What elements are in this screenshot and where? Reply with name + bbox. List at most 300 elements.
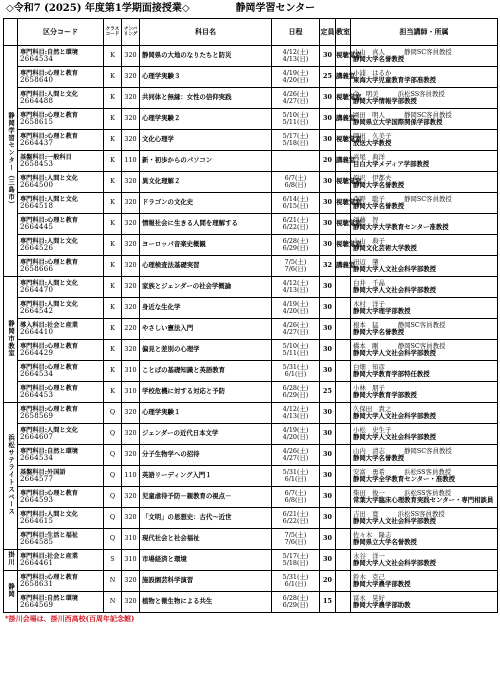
course-number: 2664429 — [20, 349, 54, 357]
capacity — [320, 109, 336, 130]
class-code-value: Q — [109, 513, 116, 522]
date-day2: 4/27(日) — [282, 97, 309, 105]
date-day2: 6/1(日) — [284, 475, 307, 483]
course-code — [18, 340, 104, 361]
instructor — [351, 550, 498, 571]
date-day1: 5/17(土) — [282, 131, 309, 140]
instructor-name: 白井 千晶 — [353, 278, 385, 287]
class-code — [104, 193, 122, 214]
room — [336, 571, 351, 592]
instructor — [351, 424, 498, 445]
subject-name — [140, 424, 272, 445]
capacity-value: 30 — [323, 513, 332, 522]
numbering-code — [122, 361, 140, 382]
instructor-name: 水谷 洋一 — [353, 551, 385, 560]
capacity-value: 30 — [323, 450, 332, 459]
date-day1: 4/12(土) — [282, 278, 309, 287]
instructor — [351, 592, 498, 613]
campus-label — [4, 550, 18, 571]
numbering-code — [122, 403, 140, 424]
course-category: 専門科目:生活と福祉 — [20, 531, 78, 539]
header-row — [4, 19, 498, 46]
schedule-dates — [272, 46, 320, 67]
subject-name — [140, 256, 272, 277]
numbering-value: 110 — [124, 156, 137, 165]
table-row — [4, 571, 498, 592]
date-day1: 6/7(土) — [284, 173, 307, 182]
date-day1: 6/21(土) — [282, 215, 309, 224]
room-value: 視聴覚室 — [336, 177, 362, 186]
subject-name — [140, 529, 272, 550]
footnote: *掛川会場は、掛川西高校(百周年記念館) — [5, 614, 135, 623]
subject-name — [140, 382, 272, 403]
instructor-affiliation: 東海大学児童教育学部准教授 — [353, 76, 437, 84]
numbering-value: 320 — [124, 597, 137, 606]
class-code — [104, 46, 122, 67]
subject-name — [140, 277, 272, 298]
course-category: 基盤科目:一般科目 — [20, 153, 72, 161]
capacity-value: 25 — [323, 72, 332, 81]
subject-name — [140, 550, 272, 571]
table-row — [4, 88, 498, 109]
capacity — [320, 424, 336, 445]
capacity — [320, 256, 336, 277]
capacity-value: 30 — [323, 93, 332, 102]
class-code-value: Q — [109, 471, 116, 480]
class-code-value: K — [110, 177, 115, 186]
room — [336, 508, 351, 529]
class-code — [104, 130, 122, 151]
numbering-code — [122, 88, 140, 109]
course-number: 2664461 — [20, 559, 54, 567]
course-category: 専門科目:人間と文化 — [20, 279, 78, 287]
numbering-value: 320 — [124, 408, 137, 417]
course-category: 導入科目:社会と産業 — [20, 321, 78, 329]
instructor-name: 鈴木 克己 — [353, 572, 385, 581]
col-code: 区分コード — [18, 19, 104, 46]
date-day1: 5/31(土) — [282, 572, 309, 581]
class-code — [104, 319, 122, 340]
subject-text: 新・初歩からのパソコン — [142, 156, 213, 165]
date-day1: 4/12(土) — [282, 47, 309, 56]
subject-name — [140, 46, 272, 67]
date-day2: 4/13(日) — [282, 286, 309, 294]
table-row — [4, 592, 498, 613]
room — [336, 319, 351, 340]
course-category: 専門科目:人間と文化 — [20, 237, 78, 245]
subject-name — [140, 361, 272, 382]
class-code-value: K — [110, 366, 115, 375]
date-day2: 4/20(日) — [282, 76, 309, 84]
instructor-name: 木村 洋子 — [353, 299, 385, 308]
campus-name: 静岡 — [7, 582, 16, 598]
subject-text: やさしい憲法入門 — [142, 324, 194, 333]
room — [336, 88, 362, 109]
schedule-table — [3, 18, 498, 613]
course-category: 専門科目:心理と教育 — [20, 69, 78, 77]
instructor — [351, 382, 498, 403]
instructor — [351, 571, 498, 592]
class-code — [104, 298, 122, 319]
numbering-value: 320 — [124, 198, 137, 207]
room-value: 視聴覚室 — [336, 198, 362, 207]
capacity — [320, 298, 336, 319]
room-value: 視聴覚室 — [336, 51, 362, 60]
table-row — [4, 130, 498, 151]
class-code — [104, 466, 122, 487]
course-code — [18, 592, 104, 613]
class-code — [104, 382, 122, 403]
capacity — [320, 445, 336, 466]
capacity-value: 15 — [323, 597, 332, 606]
instructor — [351, 88, 498, 109]
course-code — [18, 277, 104, 298]
class-code — [104, 550, 122, 571]
numbering-value: 320 — [124, 303, 137, 312]
capacity-value: 20 — [323, 576, 332, 585]
course-number: 2664569 — [20, 601, 54, 609]
instructor — [351, 235, 498, 256]
course-number: 2664542 — [20, 307, 54, 315]
subject-text: 児童虐待予防－親教育の視点－ — [142, 492, 232, 501]
course-number: 2664453 — [20, 391, 54, 399]
numbering-value: 320 — [124, 93, 137, 102]
class-code-value: N — [109, 576, 116, 585]
numbering-code — [122, 46, 140, 67]
class-code — [104, 109, 122, 130]
instructor-name: 富永 晃好 — [353, 593, 385, 602]
room — [336, 256, 356, 277]
subject-text: 心理学実験２ — [142, 114, 181, 123]
schedule-dates — [272, 67, 320, 88]
numbering-code — [122, 382, 140, 403]
instructor-name: 小浦 はるか — [353, 68, 392, 77]
numbering-code — [122, 571, 140, 592]
col-date: 日程 — [272, 19, 320, 46]
campus-label — [4, 403, 18, 550]
class-code-value: K — [110, 324, 115, 333]
col-instructor: 担当講師・所属 — [351, 19, 498, 46]
date-day1: 5/31(土) — [282, 467, 309, 476]
numbering-code — [122, 130, 140, 151]
table-row — [4, 46, 498, 67]
capacity — [320, 529, 336, 550]
numbering-code — [122, 529, 140, 550]
course-code — [18, 298, 104, 319]
schedule-dates — [272, 361, 320, 382]
instructor — [351, 46, 498, 67]
subject-text: 偏見と差別の心理学 — [142, 345, 200, 354]
instructor-name: 須藤 智 — [353, 215, 379, 224]
date-day1: 4/19(土) — [282, 299, 309, 308]
room-value: 講義室 — [336, 156, 356, 165]
instructor — [351, 508, 498, 529]
instructor-affiliation: 静岡大学名誉教授 — [353, 454, 405, 462]
course-number: 2658631 — [20, 580, 54, 588]
capacity — [320, 466, 336, 487]
course-category: 専門科目:心理と教育 — [20, 573, 78, 581]
instructor — [351, 277, 498, 298]
room — [336, 445, 351, 466]
subject-text: 心理検査法基礎実習 — [142, 261, 200, 270]
numbering-value: 320 — [124, 72, 137, 81]
subject-text: 英語リーディング入門１ — [142, 471, 212, 480]
schedule-dates — [272, 340, 320, 361]
course-code — [18, 466, 104, 487]
room-value: 講義室 — [336, 72, 356, 81]
numbering-code — [122, 466, 140, 487]
date-day2: 6/1(日) — [284, 370, 307, 378]
class-code — [104, 340, 122, 361]
class-code-value: K — [110, 303, 115, 312]
schedule-dates — [272, 382, 320, 403]
schedule-dates — [272, 193, 320, 214]
instructor-affiliation: 目白大学メディア学部教授 — [353, 160, 430, 168]
subject-text: 家族とジェンダーの社会学概論 — [142, 282, 232, 291]
numbering-code — [122, 256, 140, 277]
date-day1: 5/10(土) — [282, 341, 309, 350]
class-code — [104, 172, 122, 193]
numbering-code — [122, 235, 140, 256]
course-code — [18, 361, 104, 382]
numbering-code — [122, 109, 140, 130]
date-day2: 4/27(日) — [282, 328, 309, 336]
instructor-affiliation: 静岡大学理学部教授 — [353, 307, 411, 315]
course-category: 専門科目:人間と文化 — [20, 300, 78, 308]
numbering-code — [122, 487, 140, 508]
course-number: 2664526 — [20, 244, 54, 252]
date-day2: 6/15(日) — [282, 202, 309, 210]
instructor-name: 原沢 伊都夫 — [353, 173, 392, 182]
course-category: 専門科目:心理と教育 — [20, 384, 78, 392]
course-number: 2664500 — [20, 181, 54, 189]
course-number: 2664534 — [20, 370, 54, 378]
instructor-affiliation: 常葉大学臨床心理教育実践センター・専門相談員 — [353, 496, 494, 504]
schedule-dates — [272, 319, 320, 340]
date-day1: 4/12(土) — [282, 404, 309, 413]
capacity — [320, 277, 336, 298]
course-number: 2658569 — [20, 412, 54, 420]
course-number: 2664470 — [20, 286, 54, 294]
subject-text: 情報社会に生きる人間を理解する — [142, 219, 238, 228]
date-day2: 4/20(日) — [282, 433, 309, 441]
course-code — [18, 235, 104, 256]
instructor — [351, 466, 498, 487]
capacity — [320, 319, 336, 340]
instructor-affiliation: 静岡大学人文社会科学部教授 — [353, 517, 437, 525]
instructor-name: 上山 典子 — [353, 236, 385, 245]
capacity-value: 30 — [323, 303, 332, 312]
date-day2: 7/6(日) — [284, 538, 307, 546]
subject-text: 施設園芸科学演習 — [142, 576, 194, 585]
subject-text: ジェンダーの近代日本文学 — [142, 429, 219, 438]
date-day2: 4/13(日) — [282, 412, 309, 420]
instructor-affiliation: 静岡県立大学国際関係学部教授 — [353, 118, 443, 126]
course-category: 専門科目:心理と教育 — [20, 405, 78, 413]
schedule-dates — [272, 529, 320, 550]
course-code — [18, 424, 104, 445]
numbering-code — [122, 214, 140, 235]
subject-name — [140, 151, 272, 172]
course-category: 専門科目:社会と産業 — [20, 552, 78, 560]
course-category: 専門科目:心理と教育 — [20, 489, 78, 497]
instructor-name: 岡田 久美子 — [353, 131, 392, 140]
instructor-affiliation: 静岡大学人文社会科学部教授 — [353, 412, 437, 420]
date-day1: 6/7(土) — [284, 488, 307, 497]
capacity-value: 30 — [323, 51, 332, 60]
subject-text: 学校危機に対する対応と予防 — [142, 387, 226, 396]
capacity-value: 30 — [323, 471, 332, 480]
schedule-dates — [272, 88, 320, 109]
course-number: 2664437 — [20, 139, 54, 147]
course-code — [18, 319, 104, 340]
capacity-value: 30 — [323, 366, 332, 375]
date-day1: 4/19(土) — [282, 425, 309, 434]
course-category: 専門科目:心理と教育 — [20, 216, 78, 224]
subject-name — [140, 130, 272, 151]
page-title — [0, 0, 500, 18]
table-row — [4, 277, 498, 298]
subject-name — [140, 571, 272, 592]
numbering-code — [122, 550, 140, 571]
date-day2: 6/8(日) — [284, 496, 307, 504]
course-code — [18, 193, 104, 214]
subject-text: 心理学実験１ — [142, 408, 181, 417]
table-row — [4, 193, 498, 214]
room — [336, 193, 362, 214]
class-code — [104, 592, 122, 613]
numbering-value: 320 — [124, 261, 137, 270]
course-number: 2664607 — [20, 433, 54, 441]
capacity — [320, 235, 336, 256]
schedule-dates — [272, 424, 320, 445]
capacity — [320, 571, 336, 592]
capacity — [320, 88, 336, 109]
instructor-affiliation: 静岡大学名誉教授 — [353, 328, 405, 336]
date-day1: 6/28(土) — [282, 236, 309, 245]
date-day2: 4/20(日) — [282, 307, 309, 315]
instructor-affiliation: 静岡大学農学部教授 — [353, 580, 411, 588]
date-day2: 6/8(日) — [284, 181, 307, 189]
course-category: 専門科目:自然と環境 — [20, 447, 78, 455]
class-code-value: Q — [109, 429, 116, 438]
capacity — [320, 550, 336, 571]
schedule-dates — [272, 571, 320, 592]
capacity — [320, 151, 336, 172]
course-category: 専門科目:自然と環境 — [20, 48, 78, 56]
capacity — [320, 487, 336, 508]
course-code — [18, 529, 104, 550]
capacity-value: 25 — [323, 387, 332, 396]
numbering-value: 310 — [124, 366, 137, 375]
title-text: ◇令和7 (2025) 年度第1学期面接授業◇ — [6, 3, 190, 14]
schedule-dates — [272, 109, 320, 130]
capacity — [320, 382, 336, 403]
class-code-value: K — [110, 51, 115, 60]
schedule-dates — [272, 130, 320, 151]
date-day1: 7/5(土) — [284, 257, 307, 266]
schedule-dates — [272, 214, 320, 235]
date-day2: 4/13(日) — [282, 55, 309, 63]
class-code-value: Q — [109, 408, 116, 417]
subject-name — [140, 319, 272, 340]
instructor-name: 吉田 寛 浜松SS客員教授 — [353, 509, 445, 518]
campus-name: 静岡学習センター（三島市） — [7, 111, 16, 208]
instructor-name: 久保田 貴之 — [353, 404, 392, 413]
course-category: 専門科目:人間と文化 — [20, 510, 78, 518]
instructor-name: 小林 朋子 — [353, 383, 385, 392]
instructor-affiliation: 静岡大学人文社会科学部教授 — [353, 559, 437, 567]
schedule-body — [4, 46, 498, 613]
date-day2: 5/18(日) — [282, 139, 309, 147]
room-value: 講義室 — [336, 261, 356, 270]
room — [336, 340, 351, 361]
instructor — [351, 487, 498, 508]
numbering-value: 320 — [124, 51, 137, 60]
subject-name — [140, 193, 272, 214]
schedule-dates — [272, 487, 320, 508]
subject-text: ことばの基礎知識と英語教育 — [142, 366, 226, 375]
numbering-code — [122, 340, 140, 361]
table-row — [4, 256, 498, 277]
capacity-value: 30 — [323, 114, 332, 123]
room-value: 視聴覚室 — [336, 135, 362, 144]
instructor-name: 金 明美 浜松SS客員教授 — [353, 89, 445, 98]
capacity — [320, 46, 336, 67]
course-number: 2664410 — [20, 328, 54, 336]
instructor-affiliation: 静岡大学教育学部教授 — [353, 391, 417, 399]
room — [336, 277, 351, 298]
instructor-name: 橋本 剛 静岡SC客員教授 — [353, 341, 446, 350]
room-value: 講義室 — [336, 114, 356, 123]
col-campus — [4, 19, 18, 46]
campus-name: 掛川 — [7, 551, 16, 567]
subject-name — [140, 88, 272, 109]
course-category: 専門科目:自然と環境 — [20, 594, 78, 602]
instructor — [351, 298, 498, 319]
course-number: 2664534 — [20, 55, 54, 63]
date-day2: 6/29(日) — [282, 391, 309, 399]
schedule-dates — [272, 466, 320, 487]
instructor-name: 安富 勇希 浜松SS客員教授 — [353, 467, 452, 476]
subject-name — [140, 172, 272, 193]
course-number: 2664445 — [20, 223, 54, 231]
subject-text: 市場経済と環境 — [142, 555, 187, 564]
date-day1: 5/10(土) — [282, 110, 309, 119]
subject-text: 分子生物学への招待 — [142, 450, 200, 459]
instructor — [351, 151, 498, 172]
class-code-value: S — [110, 555, 115, 564]
class-code-value: K — [110, 72, 115, 81]
instructor-affiliation: 静岡大学人文社会科学部教授 — [353, 286, 437, 294]
numbering-code — [122, 445, 140, 466]
class-code-value: K — [110, 345, 115, 354]
room-value: 視聴覚室 — [336, 219, 362, 228]
subject-text: ヨーロッパ音楽史概観 — [142, 240, 206, 249]
date-day1: 4/19(土) — [282, 68, 309, 77]
capacity-value: 30 — [323, 135, 332, 144]
schedule-dates — [272, 151, 320, 172]
course-code — [18, 88, 104, 109]
class-code — [104, 571, 122, 592]
instructor-name: 高尾 典洋 — [353, 152, 385, 161]
instructor — [351, 193, 498, 214]
course-category: 専門科目:心理と教育 — [20, 258, 78, 266]
instructor-affiliation: 静岡大学大学教育センター准教授 — [353, 223, 449, 231]
schedule-dates — [272, 298, 320, 319]
subject-name — [140, 67, 272, 88]
numbering-value: 220 — [124, 324, 137, 333]
